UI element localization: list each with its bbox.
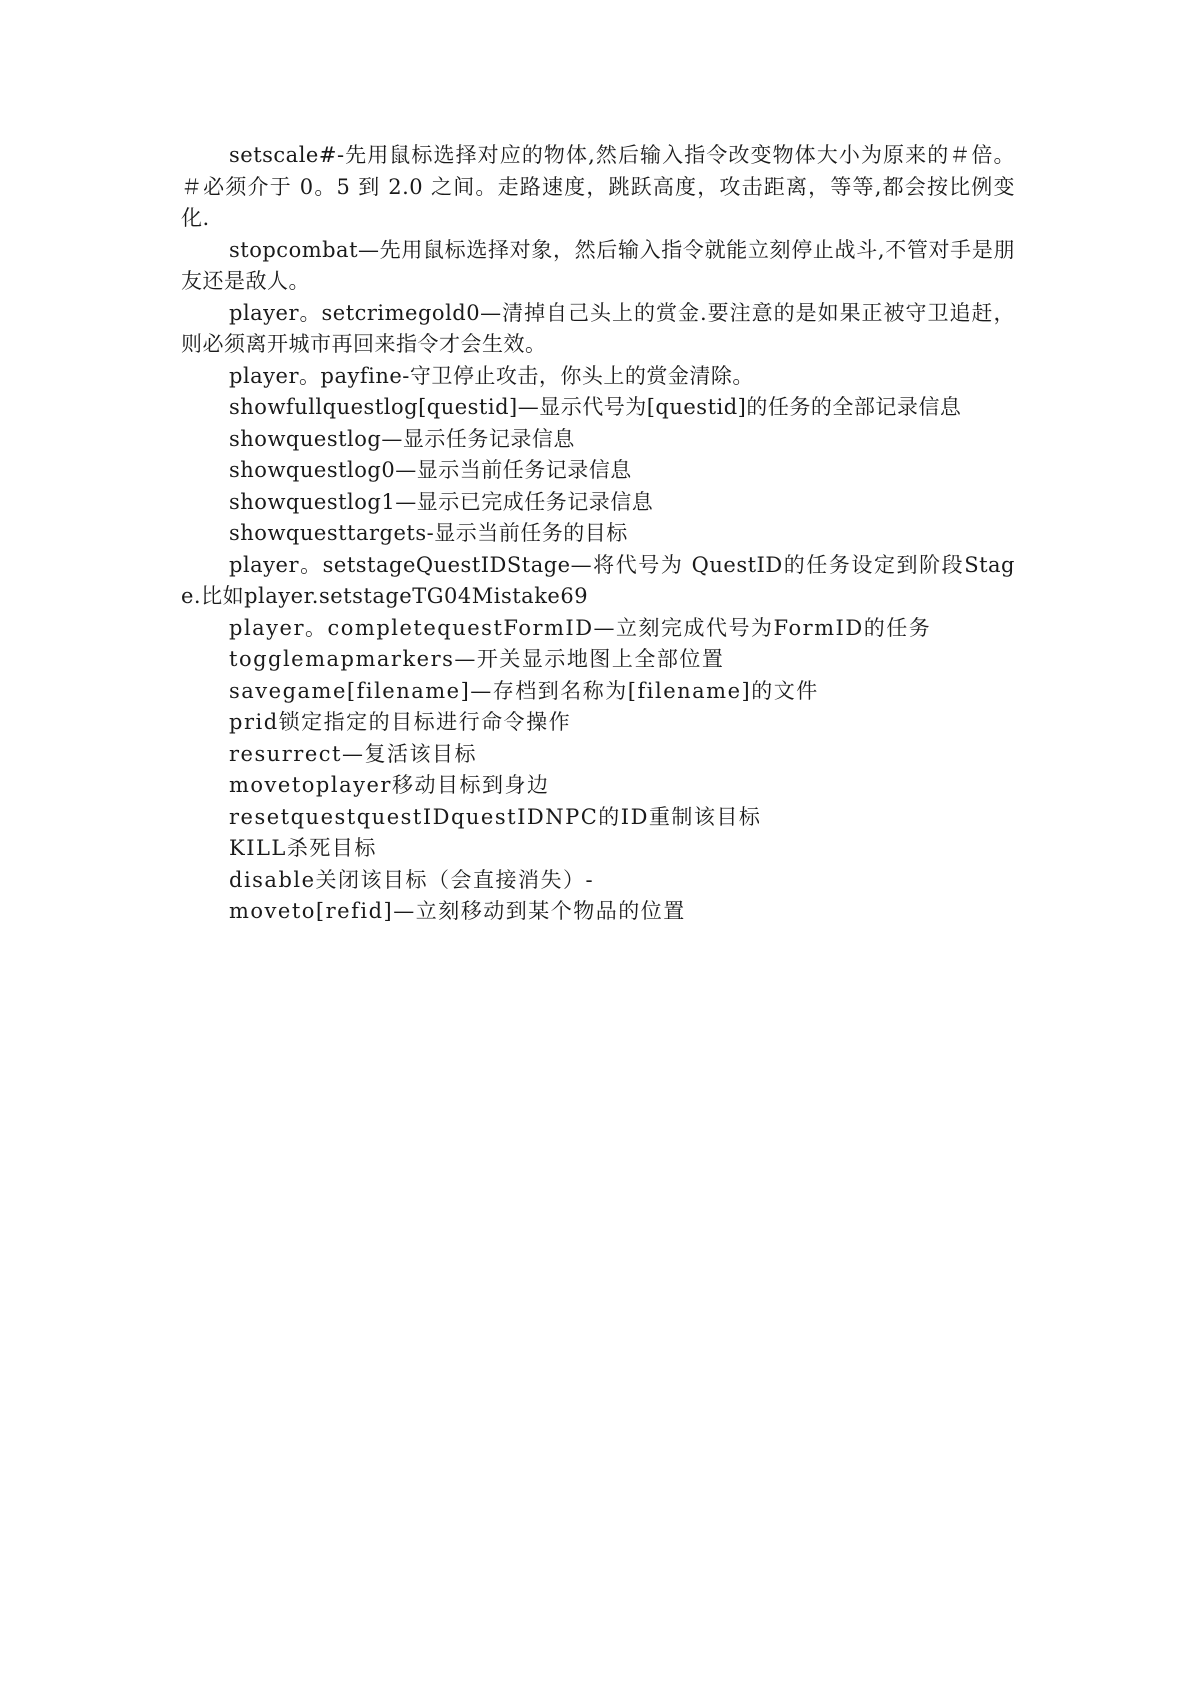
paragraph-prid: prid锁定指定的目标进行命令操作 <box>229 710 572 734</box>
paragraph-payfine: player。payfine-守卫停止攻击，你头上的赏金清除。 <box>229 363 754 388</box>
document-body <box>181 140 1015 928</box>
paragraph-savegame: savegame[filename]—存档到名称为[filename]的文件 <box>229 678 819 703</box>
paragraph-showfullquestlog: showfullquestlog[questid]—显示代号为[questid]的任务的全部记录信息 <box>229 395 962 419</box>
paragraph-showquestlog0: showquestlog0—显示当前任务记录信息 <box>229 458 632 482</box>
paragraph-setcrimegold: player。setcrimegold0—清掉自己头上的赏金.要注意的是如果正被守卫追赶，则必须离开城市再回来指令才会生效。 <box>181 300 1015 356</box>
paragraph-disable: disable关闭该目标（会直接消失）- <box>229 867 595 892</box>
paragraph-setstage: player。setstageQuestIDStage—将代号为 QuestID的任务设定到阶段Stage.比如player.setstageTG04Mistake69 <box>181 552 1015 608</box>
paragraph-showquesttargets: showquesttargets-显示当前任务的目标 <box>229 521 628 545</box>
paragraph-moveto: moveto[refid]—立刻移动到某个物品的位置 <box>229 899 686 923</box>
paragraph-setscale: setscale#-先用鼠标选择对应的物体,然后输入指令改变物体大小为原来的＃倍。＃必须介于 0。5 到 2.0 之间。走路速度，跳跃高度，攻击距离，等等,都会按比例变化. <box>181 143 1015 230</box>
paragraph-stopcombat: stopcombat—先用鼠标选择对象，然后输入指令就能立刻停止战斗,不管对手是朋友还是敌人。 <box>181 237 1015 293</box>
paragraph-resurrect: resurrect—复活该目标 <box>229 741 477 766</box>
paragraph-completequest: player。completequestFormID—立刻完成代号为FormID的任务 <box>229 615 932 640</box>
paragraph-movetoplayer: movetoplayer移动目标到身边 <box>229 773 550 797</box>
paragraph-togglemapmarkers: togglemapmarkers—开关显示地图上全部位置 <box>229 647 725 671</box>
paragraph-resetquest: resetquestquestIDquestIDNPC的ID重制该目标 <box>229 804 762 829</box>
paragraph-showquestlog: showquestlog—显示任务记录信息 <box>229 426 575 451</box>
paragraph-showquestlog1: showquestlog1—显示已完成任务记录信息 <box>229 489 654 514</box>
paragraph-kill: KILL杀死目标 <box>229 836 377 860</box>
